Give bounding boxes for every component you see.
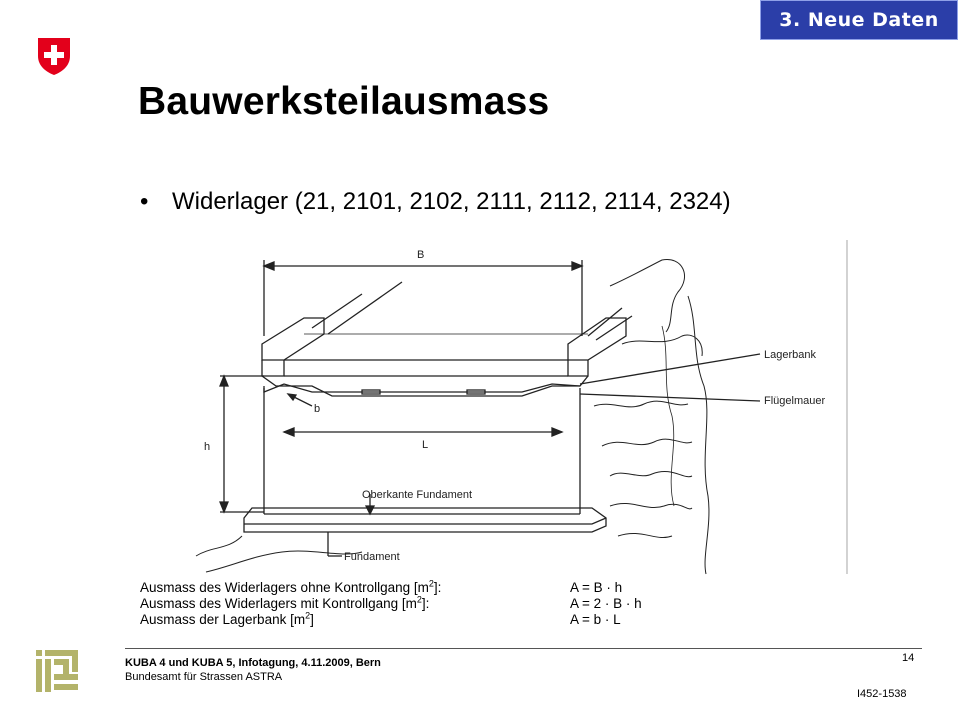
formula-list	[140, 580, 700, 628]
label-l: L	[422, 439, 429, 451]
label-fluegelmauer: Flügelmauer	[764, 395, 826, 407]
formula-row	[140, 612, 700, 628]
reference-code: I452-1538	[857, 688, 907, 700]
section-badge: 3. Neue Daten	[760, 0, 958, 40]
formula-label: Ausmass des Widerlagers mit Kontrollgang $[m^2]$:	[140, 594, 430, 611]
bullet-item	[140, 188, 731, 216]
footer-event: KUBA 4 und KUBA 5, Infotagung, 4.11.2009, Bern	[125, 657, 381, 669]
formula-label: Ausmass der Lagerbank $[m^2]$	[140, 610, 314, 627]
footer-office: Bundesamt für Strassen ASTRA	[125, 671, 283, 683]
page-number: 14	[902, 652, 915, 664]
formula-expression: A = b · L	[570, 612, 621, 627]
page-title: Bauwerksteilausmass	[138, 80, 550, 123]
label-h: h	[204, 441, 211, 453]
label-fundament: Fundament	[344, 551, 400, 563]
footer-divider	[125, 648, 922, 649]
formula-expression: A = B · h	[570, 580, 623, 595]
label-lagerbank: Lagerbank	[764, 349, 816, 361]
formula-expression: A = 2 · B · h	[570, 596, 642, 611]
bullet-dot: •	[140, 188, 149, 215]
formula-row	[140, 596, 700, 612]
formula-label: Ausmass des Widerlagers ohne Kontrollgang $[m^2]$:	[140, 578, 442, 595]
astra-logo-icon	[36, 650, 78, 692]
swiss-crest-icon	[36, 36, 72, 76]
bullet-text: Widerlager (21, 2101, 2102, 2111, 2112, 2114, 2324)	[172, 188, 731, 215]
label-b-upper: B	[417, 249, 425, 261]
label-oberkante-fundament: Oberkante Fundament	[362, 489, 473, 501]
abutment-diagram	[192, 236, 852, 578]
label-b-lower: b	[314, 403, 321, 415]
